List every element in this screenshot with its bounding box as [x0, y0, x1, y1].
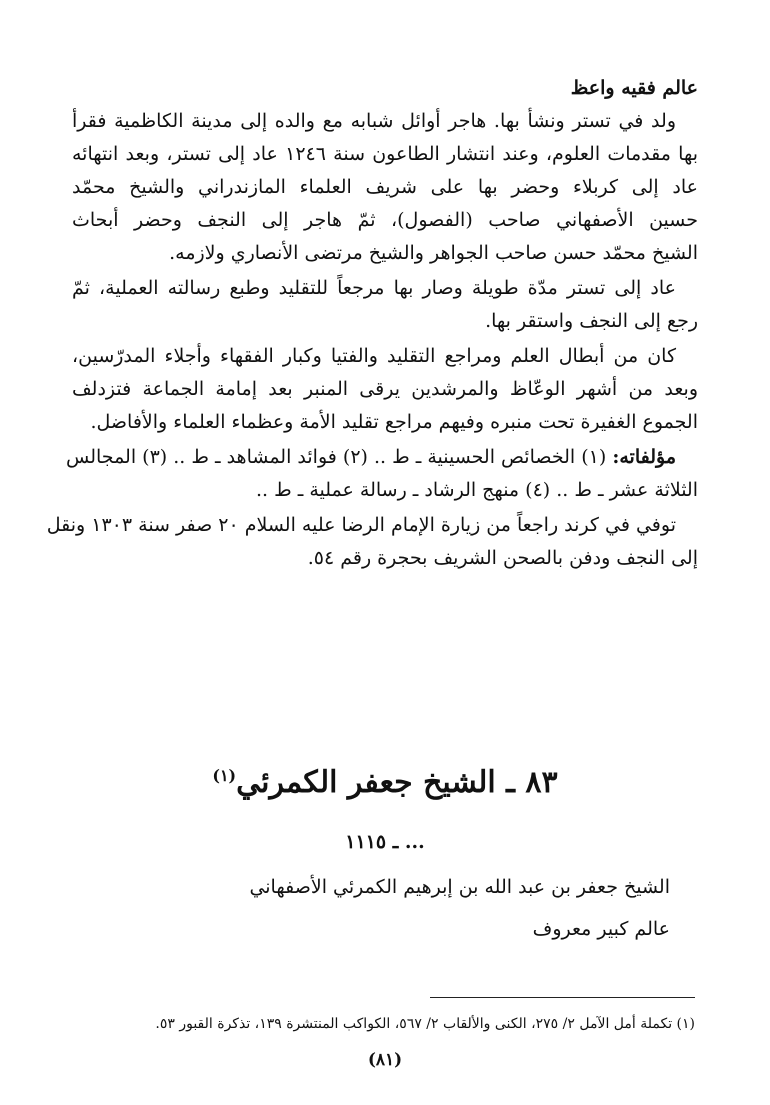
footnote-text: (١) تكملة أمل الآمل ٢/ ٢٧٥، الكنى والألقاب ٢/ ٥٦٧، الكواكب المنتشرة ١٣٩، تذكرة القبور ٥٣.	[155, 1016, 695, 1032]
page-number: (٨١)	[367, 1050, 403, 1070]
entry-full-name: الشيخ جعفر بن عبد الله بن إبرهيم الكمرئي الأصفهاني	[249, 876, 670, 898]
text-line: الجموع الغفيرة تحت منبره وفيهم مراجع تقليد الأمة وعظماء العلماء والأفاضل.	[90, 411, 698, 433]
works-text: (١) الخصائص الحسينية ـ ط .. (٢) فوائد المشاهد ـ ط .. (٣) المجالس	[66, 446, 613, 468]
footnote-marker: (١)	[212, 766, 237, 785]
previous-entry-text	[46, 72, 698, 575]
text-line: حسين الأصفهاني صاحب (الفصول)، ثمّ هاجر إلى النجف وحضر أبحاث	[72, 209, 698, 231]
text-line: عاد إلى تستر مدّة طويلة وصار بها مرجعاً للتقليد وطبع رسالته العملية، ثمّ	[72, 277, 676, 299]
footnote-divider	[430, 997, 695, 998]
entry-title-text: ٨٣ ـ الشيخ جعفر الكمرئي	[236, 765, 558, 800]
works-label: مؤلفاته:	[612, 446, 676, 468]
entry-description: عالم كبير معروف	[532, 918, 670, 940]
text-line: كان من أبطال العلم ومراجع التقليد والفتيا وكبار الفقهاء وأجلاء المدرّسين،	[72, 345, 676, 367]
works-line	[66, 441, 698, 474]
paragraph-early-life	[72, 105, 698, 270]
text-line: توفي في كرند راجعاً من زيارة الإمام الرضا عليه السلام ٢٠ صفر سنة ١٣٠٣ ونقل	[46, 514, 676, 536]
entry-years: ... ـ ١١١٥	[345, 831, 425, 853]
text-line: الثلاثة عشر ـ ط .. (٤) منهج الرشاد ـ رسالة عملية ـ ط ..	[256, 479, 698, 501]
text-line: عاد إلى كربلاء وحضر بها على شريف العلماء المازندراني والشيخ محمّد	[72, 176, 698, 198]
paragraph-works	[66, 441, 698, 507]
text-line: ولد في تستر ونشأ بها. هاجر أوائل شبابه مع والده إلى مدينة الكاظمية فقرأ	[72, 110, 676, 132]
entry-title	[200, 752, 570, 807]
text-line: بها مقدمات العلوم، وعند انتشار الطاعون سنة ١٢٤٦ عاد إلى تستر، وبعد انتهائه	[72, 143, 698, 165]
paragraph-scholarship	[72, 340, 698, 439]
paragraph-return	[72, 272, 698, 338]
text-line: إلى النجف ودفن بالصحن الشريف بحجرة رقم ٥٤.	[307, 547, 698, 569]
role-line: عالم فقيه واعظ	[570, 77, 698, 99]
text-line: الشيخ محمّد حسن صاحب الجواهر والشيخ مرتضى الأنصاري ولازمه.	[169, 242, 698, 264]
text-line: وبعد من أشهر الوعّاظ والمرشدين يرقى المنبر بعد إمامة الجماعة فتزدلف	[72, 378, 698, 400]
text-line: رجع إلى النجف واستقر بها.	[485, 310, 698, 332]
paragraph-death	[46, 509, 698, 575]
